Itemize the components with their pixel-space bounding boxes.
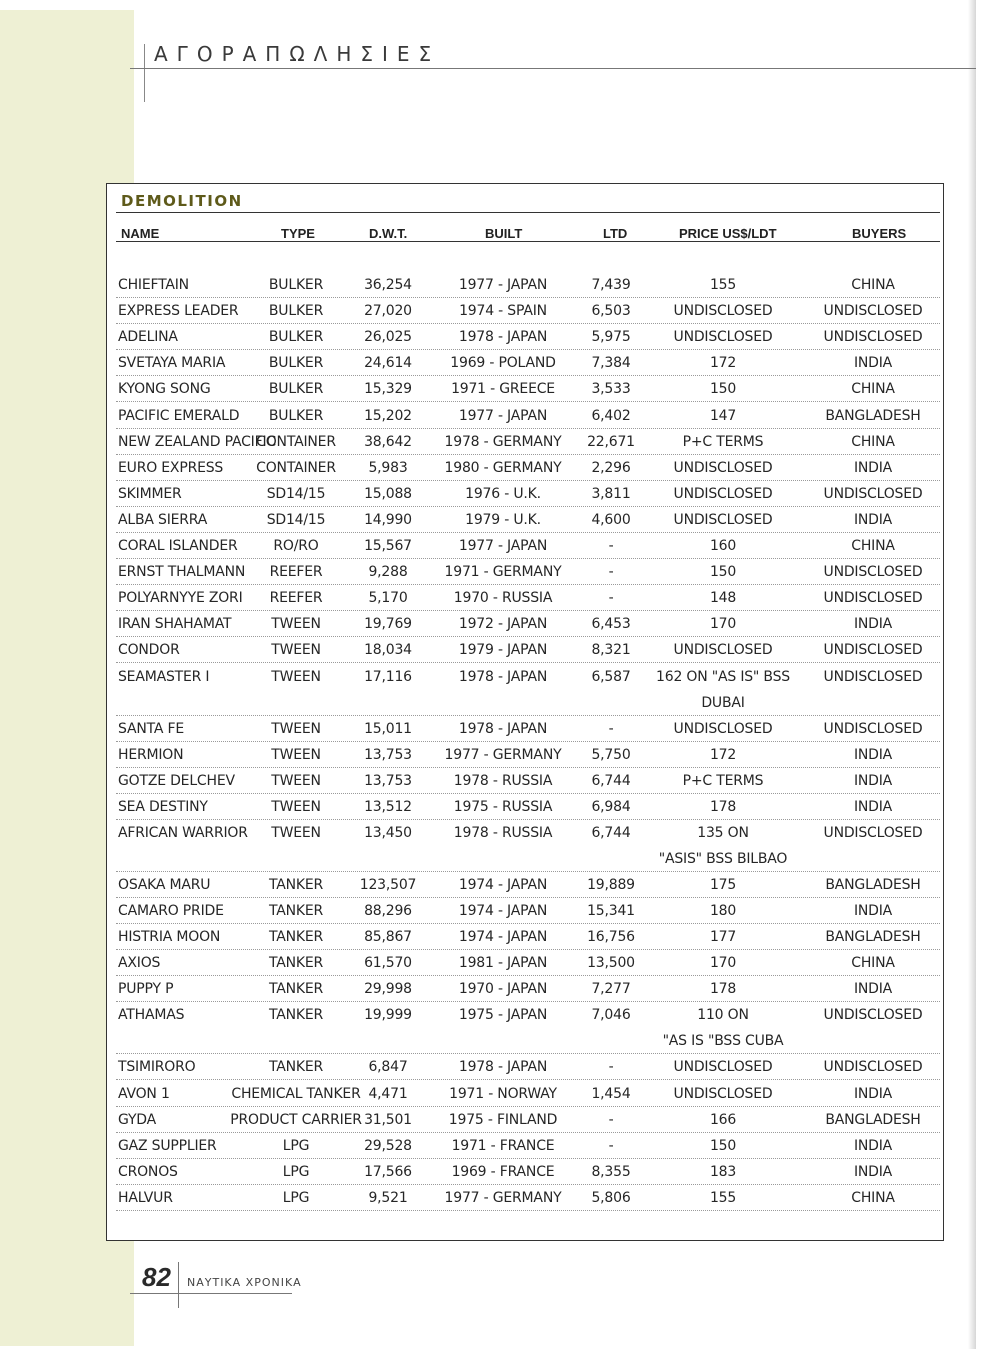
cell-price-text: 166 bbox=[709, 1111, 737, 1128]
table-row bbox=[116, 1081, 940, 1107]
table-row bbox=[116, 950, 940, 976]
cell-type-text: SD14/15 bbox=[266, 485, 326, 502]
cell-type-text: REEFER bbox=[269, 590, 323, 607]
cell-price-text: P+C TERMS bbox=[682, 433, 764, 450]
cell-name: HERMION bbox=[118, 746, 184, 763]
cell-name: NEW ZEALAND PACIFIC bbox=[118, 433, 276, 450]
table-heading: DEMOLITION bbox=[121, 192, 243, 210]
cell-buyers-text: CHINA bbox=[851, 381, 895, 398]
table-row bbox=[116, 794, 940, 820]
cell-built-text: 1976 - U.K. bbox=[465, 485, 541, 502]
cell-buyers-text: UNDISCLOSED bbox=[823, 668, 923, 685]
cell-buyers-text: UNDISCLOSED bbox=[823, 564, 923, 581]
cell-name: PACIFIC EMERALD bbox=[118, 407, 240, 424]
cell-name: SVETAYA MARIA bbox=[118, 355, 226, 372]
cell-dwt-text: 15,329 bbox=[364, 381, 412, 398]
cell-buyers-text: INDIA bbox=[853, 746, 893, 763]
cell-ltd-text: 6,402 bbox=[591, 407, 631, 424]
cell-name: OSAKA MARU bbox=[118, 876, 211, 893]
cell-dwt-text: 17,566 bbox=[364, 1163, 412, 1180]
cell-dwt-text: 9,521 bbox=[368, 1189, 408, 1206]
cell-price-text: 150 bbox=[709, 564, 737, 581]
cell-dwt-text: 17,116 bbox=[364, 668, 412, 685]
cell-ltd-text: 6,744 bbox=[591, 772, 631, 789]
cell-price-text: UNDISCLOSED bbox=[673, 1085, 773, 1102]
cell-ltd-text: 6,453 bbox=[591, 616, 631, 633]
cell-dwt-text: 24,614 bbox=[364, 355, 412, 372]
cell-ltd-text: 16,756 bbox=[587, 929, 635, 946]
cell-price-text: 162 ON "AS IS" BSS bbox=[656, 668, 790, 685]
table-row bbox=[116, 924, 940, 950]
cell-built-text: 1969 - POLAND bbox=[450, 355, 556, 372]
cell-buyers-text: INDIA bbox=[853, 981, 893, 998]
table-row bbox=[116, 272, 940, 298]
table-row bbox=[116, 350, 940, 376]
cell-price-text: UNDISCLOSED bbox=[673, 642, 773, 659]
cell-buyers-text: INDIA bbox=[853, 511, 893, 528]
cell-type-text: RO/RO bbox=[273, 538, 319, 554]
cell-name: ADELINA bbox=[118, 329, 178, 346]
cell-dwt-text: 88,296 bbox=[364, 903, 412, 919]
table-row bbox=[116, 768, 940, 794]
publication-name: ΝΑΥΤΙΚΑ ΧΡΟΝΙΚΑ bbox=[187, 1276, 302, 1289]
cell-name: CAMARO PRIDE bbox=[118, 903, 224, 919]
table-row bbox=[116, 376, 940, 402]
cell-type-text: TWEEN bbox=[271, 798, 321, 815]
cell-name: CORAL ISLANDER bbox=[118, 538, 238, 554]
cell-buyers-text: INDIA bbox=[853, 616, 893, 633]
cell-buyers-text: INDIA bbox=[853, 798, 893, 815]
table-row bbox=[116, 403, 940, 429]
cell-name: AVON 1 bbox=[118, 1085, 170, 1102]
cell-price-text: 147 bbox=[709, 407, 737, 424]
cell-type-text: CHEMICAL TANKER bbox=[231, 1085, 361, 1102]
cell-built-text: 1971 - FRANCE bbox=[451, 1137, 555, 1154]
cell-buyers-text: UNDISCLOSED bbox=[823, 1059, 923, 1076]
cell-built-text: 1977 - GERMANY bbox=[444, 746, 562, 763]
cell-built-text: 1970 - RUSSIA bbox=[453, 590, 553, 607]
cell-dwt-text: 9,288 bbox=[368, 564, 408, 581]
cell-dwt-text: 15,011 bbox=[364, 720, 412, 737]
cell-ltd-text: 7,277 bbox=[591, 981, 631, 998]
cell-buyers-text: UNDISCLOSED bbox=[823, 590, 923, 607]
cell-dwt-text: 13,512 bbox=[364, 798, 412, 815]
cell-price-text: 148 bbox=[709, 590, 737, 607]
cell-type-text: TWEEN bbox=[271, 746, 321, 763]
cell-dwt-text: 26,025 bbox=[364, 329, 412, 346]
cell-name: GOTZE DELCHEV bbox=[118, 772, 235, 789]
cell-type-text: BULKER bbox=[268, 303, 324, 320]
table-row bbox=[116, 324, 940, 350]
cell-built-text: 1974 - SPAIN bbox=[459, 303, 547, 320]
cell-dwt-text: 5,983 bbox=[368, 459, 408, 476]
table-row bbox=[116, 1054, 940, 1080]
cell-dwt-text: 85,867 bbox=[364, 929, 412, 946]
cell-dwt-text: 6,847 bbox=[368, 1059, 408, 1076]
section-title: ΑΓΟΡΑΠΩΛΗΣΙΕΣ bbox=[154, 42, 441, 66]
cell-buyers-text: UNDISCLOSED bbox=[823, 720, 923, 737]
table-row bbox=[116, 1107, 940, 1133]
cell-built-text: 1978 - JAPAN bbox=[458, 720, 548, 737]
cell-buyers-text: UNDISCLOSED bbox=[823, 642, 923, 659]
cell-name: HALVUR bbox=[118, 1189, 173, 1206]
cell-price-text: P+C TERMS bbox=[682, 772, 764, 789]
cell-price-continued: DUBAI bbox=[701, 694, 745, 711]
col-header-ltd: LTD bbox=[603, 226, 628, 241]
cell-ltd-text: - bbox=[608, 720, 614, 737]
cell-dwt-text: 19,999 bbox=[364, 1007, 412, 1024]
cell-price-text: 172 bbox=[709, 355, 737, 372]
cell-type-text: TANKER bbox=[268, 903, 324, 919]
cell-built-text: 1977 - GERMANY bbox=[444, 1189, 562, 1206]
cell-type-text: LPG bbox=[282, 1137, 310, 1154]
heading-rule bbox=[116, 212, 940, 213]
cell-built-text: 1978 - GERMANY bbox=[444, 433, 562, 450]
cell-price-text: 177 bbox=[709, 929, 737, 946]
cell-price-text: 178 bbox=[709, 981, 737, 998]
cell-type-text: TANKER bbox=[268, 955, 324, 972]
cell-type-text: CONTAINER bbox=[256, 459, 336, 476]
col-header-buyers: BUYERS bbox=[852, 226, 907, 241]
cell-price-text: UNDISCLOSED bbox=[673, 1059, 773, 1076]
cell-type-text: TWEEN bbox=[271, 824, 321, 841]
cell-dwt-text: 15,202 bbox=[364, 407, 412, 424]
cell-ltd-text: 15,341 bbox=[587, 903, 635, 919]
cell-dwt-text: 31,501 bbox=[364, 1111, 412, 1128]
cell-ltd-text: 6,984 bbox=[591, 798, 631, 815]
cell-name: AXIOS bbox=[118, 955, 161, 972]
table-row bbox=[116, 1159, 940, 1185]
cell-dwt-text: 4,471 bbox=[368, 1085, 408, 1102]
cell-built-text: 1977 - JAPAN bbox=[458, 407, 548, 424]
cell-buyers-text: CHINA bbox=[851, 277, 895, 293]
cell-dwt-text: 61,570 bbox=[364, 955, 412, 972]
cell-type-text: TANKER bbox=[268, 929, 324, 946]
cell-dwt-text: 13,753 bbox=[364, 746, 412, 763]
table-row bbox=[116, 481, 940, 507]
cell-dwt-text: 38,642 bbox=[364, 433, 412, 450]
cell-buyers-text: BANGLADESH bbox=[825, 929, 921, 946]
cell-buyers-text: INDIA bbox=[853, 1137, 893, 1154]
col-header-name: NAME bbox=[121, 226, 160, 241]
cell-dwt-text: 29,528 bbox=[364, 1137, 412, 1154]
cell-ltd-text: - bbox=[608, 1059, 614, 1076]
cell-built-text: 1975 - JAPAN bbox=[458, 1007, 548, 1024]
cell-built-text: 1971 - NORWAY bbox=[449, 1085, 557, 1102]
cell-built-text: 1978 - RUSSIA bbox=[453, 772, 553, 789]
cell-buyers-text: INDIA bbox=[853, 903, 893, 919]
cell-built-text: 1978 - RUSSIA bbox=[453, 824, 553, 841]
table-row bbox=[116, 898, 940, 924]
table-row bbox=[116, 1002, 940, 1054]
cell-price-text: 172 bbox=[709, 746, 737, 763]
table-row bbox=[116, 559, 940, 585]
cell-name: CONDOR bbox=[118, 642, 180, 659]
cell-type-text: REEFER bbox=[269, 564, 323, 581]
cell-buyers-text: CHINA bbox=[851, 433, 895, 450]
cell-name: EURO EXPRESS bbox=[118, 459, 224, 476]
cell-dwt-text: 27,020 bbox=[364, 303, 412, 320]
cell-buyers-text: INDIA bbox=[853, 355, 893, 372]
cell-buyers-text: UNDISCLOSED bbox=[823, 824, 923, 841]
cell-name: TSIMIRORO bbox=[118, 1059, 196, 1076]
cell-name: IRAN SHAHAMAT bbox=[118, 616, 232, 633]
cell-price-text: 150 bbox=[709, 381, 737, 398]
title-tick-line bbox=[144, 44, 145, 102]
cell-price-text: 150 bbox=[709, 1137, 737, 1154]
cell-ltd-text: 22,671 bbox=[587, 433, 635, 450]
cell-type-text: CONTAINER bbox=[256, 433, 336, 450]
cell-name: CRONOS bbox=[118, 1163, 178, 1180]
cell-buyers-text: INDIA bbox=[853, 772, 893, 789]
cell-ltd-text: 1,454 bbox=[591, 1085, 631, 1102]
cell-dwt-text: 18,034 bbox=[364, 642, 412, 659]
cell-built-text: 1971 - GERMANY bbox=[444, 564, 562, 581]
table-row bbox=[116, 507, 940, 533]
cell-ltd-text: 4,600 bbox=[591, 511, 631, 528]
cell-buyers-text: CHINA bbox=[851, 538, 895, 554]
cell-type-text: LPG bbox=[282, 1163, 310, 1180]
cell-ltd-text: 2,296 bbox=[591, 459, 631, 476]
cell-price-text: 160 bbox=[709, 538, 737, 554]
table-row bbox=[116, 976, 940, 1002]
cell-ltd-text: - bbox=[608, 1137, 614, 1154]
cell-built-text: 1978 - JAPAN bbox=[458, 1059, 548, 1076]
cell-buyers-text: BANGLADESH bbox=[825, 1111, 921, 1128]
cell-name: GYDA bbox=[118, 1111, 157, 1128]
cell-built-text: 1971 - GREECE bbox=[451, 381, 555, 398]
cell-price-text: 178 bbox=[709, 798, 737, 815]
cell-ltd-text: 6,587 bbox=[591, 668, 631, 685]
col-header-price: PRICE US$/LDT bbox=[679, 226, 777, 241]
cell-dwt-text: 13,450 bbox=[364, 824, 412, 841]
cell-ltd-text: 5,975 bbox=[591, 329, 631, 346]
cell-dwt-text: 13,753 bbox=[364, 772, 412, 789]
cell-name: SEAMASTER I bbox=[118, 668, 210, 685]
cell-price-text: 180 bbox=[709, 903, 737, 919]
cell-buyers-text: INDIA bbox=[853, 1085, 893, 1102]
cell-type-text: TANKER bbox=[268, 1059, 324, 1076]
cell-type-text: BULKER bbox=[268, 381, 324, 398]
page-number: 82 bbox=[142, 1262, 171, 1292]
cell-name: SANTA FE bbox=[118, 720, 184, 737]
cell-dwt-text: 19,769 bbox=[364, 616, 412, 633]
cell-price-continued: "ASIS" BSS BILBAO bbox=[658, 850, 788, 867]
cell-built-text: 1969 - FRANCE bbox=[451, 1163, 555, 1180]
cell-name: SEA DESTINY bbox=[118, 798, 208, 815]
table-row bbox=[116, 1133, 940, 1159]
cell-dwt-text: 123,507 bbox=[359, 876, 417, 893]
cell-buyers-text: UNDISCLOSED bbox=[823, 485, 923, 502]
cell-name: SKIMMER bbox=[118, 485, 182, 502]
cell-type-text: BULKER bbox=[268, 277, 324, 293]
cell-price-text: UNDISCLOSED bbox=[673, 511, 773, 528]
footer-tick-line bbox=[178, 1262, 179, 1308]
col-header-type: TYPE bbox=[281, 226, 315, 241]
cell-built-text: 1974 - JAPAN bbox=[458, 903, 548, 919]
cell-ltd-text: 13,500 bbox=[587, 955, 635, 972]
table-row bbox=[116, 455, 940, 481]
cell-type-text: TWEEN bbox=[271, 720, 321, 737]
col-header-dwt: D.W.T. bbox=[369, 226, 408, 241]
cell-type-text: TANKER bbox=[268, 876, 324, 893]
cell-built-text: 1975 - RUSSIA bbox=[453, 798, 553, 815]
cell-dwt-text: 15,567 bbox=[364, 538, 412, 554]
cell-name: CHIEFTAIN bbox=[118, 277, 189, 293]
cell-buyers-text: BANGLADESH bbox=[825, 407, 921, 424]
cell-type-text: TANKER bbox=[268, 1007, 324, 1024]
table-row bbox=[116, 533, 940, 559]
cell-type-text: BULKER bbox=[268, 407, 324, 424]
cell-name: ATHAMAS bbox=[118, 1007, 185, 1024]
table-row bbox=[116, 585, 940, 611]
cell-name: AFRICAN WARRIOR bbox=[118, 824, 248, 841]
col-header-built: BUILT bbox=[485, 226, 523, 241]
table-row bbox=[116, 611, 940, 637]
cell-built-text: 1978 - JAPAN bbox=[458, 329, 548, 346]
cell-type-text: BULKER bbox=[268, 329, 324, 346]
cell-built-text: 1979 - U.K. bbox=[465, 511, 541, 528]
table-row bbox=[116, 716, 940, 742]
cell-price-text: UNDISCLOSED bbox=[673, 459, 773, 476]
cell-ltd-text: 6,744 bbox=[591, 824, 631, 841]
cell-price-text: 183 bbox=[709, 1163, 737, 1180]
cell-built-text: 1972 - JAPAN bbox=[458, 616, 548, 633]
cell-price-text: 175 bbox=[709, 876, 737, 893]
cell-price-text: UNDISCLOSED bbox=[673, 329, 773, 346]
cell-built-text: 1981 - JAPAN bbox=[458, 955, 548, 972]
cell-price-continued: "AS IS "BSS CUBA bbox=[662, 1033, 784, 1050]
cell-price-text: 170 bbox=[709, 955, 737, 972]
table-row bbox=[116, 1185, 940, 1211]
cell-name: EXPRESS LEADER bbox=[118, 303, 239, 320]
cell-ltd-text: 19,889 bbox=[587, 876, 635, 893]
cell-type-text: BULKER bbox=[268, 355, 324, 372]
cell-name: KYONG SONG bbox=[118, 381, 211, 398]
cell-buyers-text: CHINA bbox=[851, 1189, 895, 1206]
cell-type-text: TWEEN bbox=[271, 772, 321, 789]
table-row bbox=[116, 429, 940, 455]
cell-built-text: 1970 - JAPAN bbox=[458, 981, 548, 998]
cell-ltd-text: 5,806 bbox=[591, 1189, 631, 1206]
cell-price-text: 155 bbox=[709, 277, 737, 293]
cell-ltd-text: 3,811 bbox=[591, 485, 631, 502]
title-rule bbox=[130, 68, 976, 69]
cell-ltd-text: - bbox=[608, 538, 614, 554]
cell-type-text: LPG bbox=[282, 1189, 310, 1206]
cell-buyers-text: UNDISCLOSED bbox=[823, 329, 923, 346]
cell-built-text: 1980 - GERMANY bbox=[444, 459, 562, 476]
cell-price-text: UNDISCLOSED bbox=[673, 303, 773, 320]
cell-dwt-text: 14,990 bbox=[364, 511, 412, 528]
cell-buyers-text: UNDISCLOSED bbox=[823, 303, 923, 320]
cell-dwt-text: 15,088 bbox=[364, 485, 412, 502]
cell-buyers-text: INDIA bbox=[853, 1163, 893, 1180]
cell-buyers-text: UNDISCLOSED bbox=[823, 1007, 923, 1024]
cell-built-text: 1974 - JAPAN bbox=[458, 929, 548, 946]
cell-ltd-text: 7,439 bbox=[591, 277, 631, 293]
cell-built-text: 1974 - JAPAN bbox=[458, 876, 548, 893]
table-row bbox=[116, 664, 940, 716]
table-row bbox=[116, 637, 940, 663]
cell-name: GAZ SUPPLIER bbox=[118, 1137, 217, 1154]
cell-name: POLYARNYYE ZORI bbox=[118, 590, 243, 607]
cell-built-text: 1979 - JAPAN bbox=[458, 642, 548, 659]
cell-built-text: 1975 - FINLAND bbox=[448, 1111, 558, 1128]
cell-type-text: TWEEN bbox=[271, 616, 321, 633]
cell-price-text: 170 bbox=[709, 616, 737, 633]
cell-ltd-text: 7,384 bbox=[591, 355, 631, 372]
cell-built-text: 1977 - JAPAN bbox=[458, 277, 548, 293]
cell-price-text: UNDISCLOSED bbox=[673, 720, 773, 737]
header-rule bbox=[116, 241, 940, 242]
cell-type-text: PRODUCT CARRIER bbox=[230, 1111, 362, 1128]
cell-price-text: UNDISCLOSED bbox=[673, 485, 773, 502]
cell-ltd-text: 8,321 bbox=[591, 642, 631, 659]
cell-dwt-text: 29,998 bbox=[364, 981, 412, 998]
page-edge-shadow bbox=[968, 0, 976, 1349]
cell-buyers-text: BANGLADESH bbox=[825, 876, 921, 893]
cell-name: HISTRIA MOON bbox=[118, 929, 221, 946]
cell-ltd-text: 3,533 bbox=[591, 381, 631, 398]
table-row bbox=[116, 298, 940, 324]
cell-price-text: 155 bbox=[709, 1189, 737, 1206]
cell-ltd-text: 6,503 bbox=[591, 303, 631, 320]
cell-built-text: 1978 - JAPAN bbox=[458, 668, 548, 685]
cell-ltd-text: - bbox=[608, 564, 614, 581]
cell-type-text: TANKER bbox=[268, 981, 324, 998]
cell-ltd-text: 8,355 bbox=[591, 1163, 631, 1180]
cell-ltd-text: 7,046 bbox=[591, 1007, 631, 1024]
cell-dwt-text: 36,254 bbox=[364, 277, 412, 293]
cell-built-text: 1977 - JAPAN bbox=[458, 538, 548, 554]
table-row bbox=[116, 820, 940, 872]
cell-type-text: SD14/15 bbox=[266, 511, 326, 528]
cell-ltd-text: - bbox=[608, 1111, 614, 1128]
cell-type-text: TWEEN bbox=[271, 668, 321, 685]
table-row bbox=[116, 872, 940, 898]
cell-price-text: 135 ON bbox=[697, 824, 749, 841]
table-row bbox=[116, 742, 940, 768]
cell-name: ALBA SIERRA bbox=[118, 511, 208, 528]
cell-price-text: 110 ON bbox=[697, 1007, 749, 1024]
cell-ltd-text: - bbox=[608, 590, 614, 607]
cell-buyers-text: INDIA bbox=[853, 459, 893, 476]
cell-buyers-text: CHINA bbox=[851, 955, 895, 972]
footer-rule bbox=[130, 1293, 292, 1294]
cell-name: PUPPY P bbox=[118, 981, 174, 998]
cell-ltd-text: 5,750 bbox=[591, 746, 631, 763]
cell-dwt-text: 5,170 bbox=[368, 590, 408, 607]
cell-type-text: TWEEN bbox=[271, 642, 321, 659]
cell-name: ERNST THALMANN bbox=[118, 564, 246, 581]
